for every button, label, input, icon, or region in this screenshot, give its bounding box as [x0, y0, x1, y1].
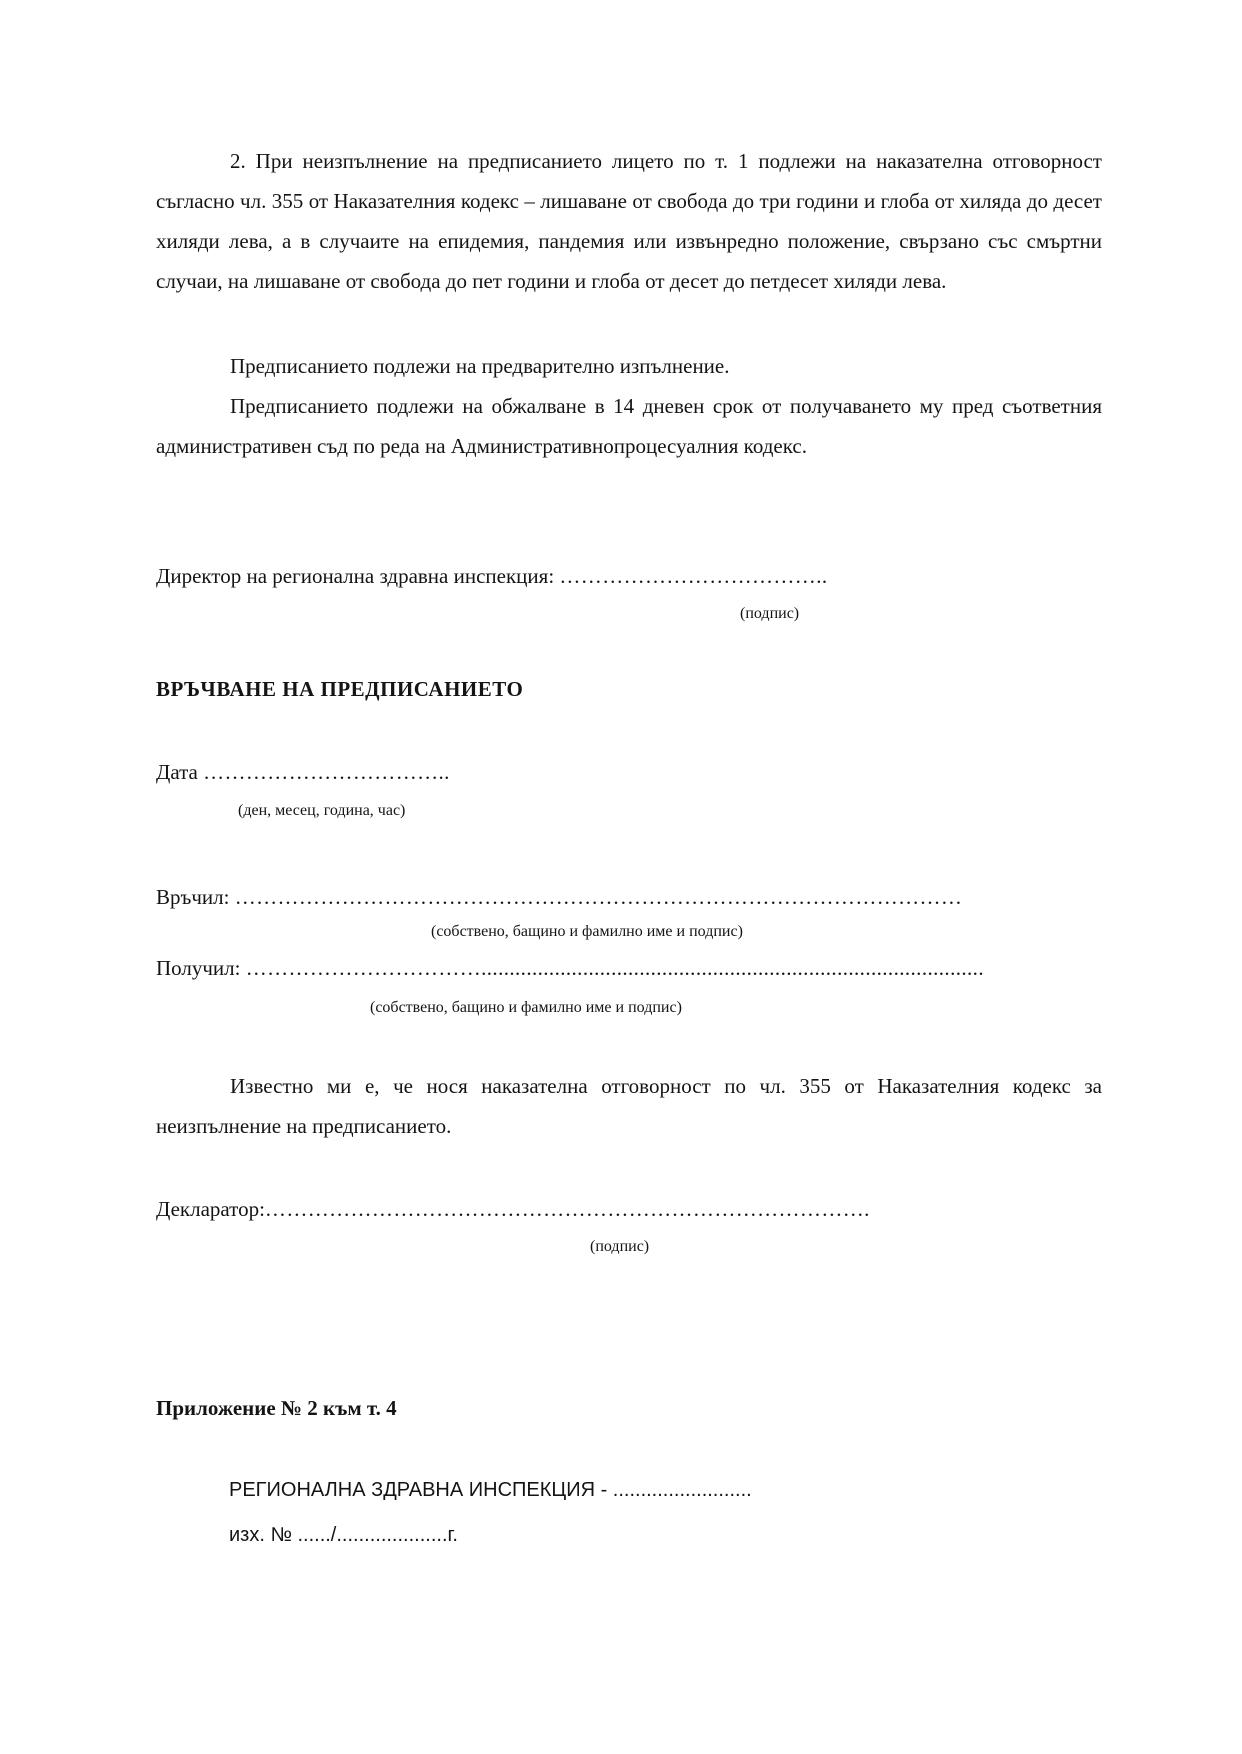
received-by-label: Получил:	[156, 956, 241, 980]
served-by-caption: (собствено, бащино и фамилно име и подпис)	[431, 923, 743, 940]
served-by-dots: …………………………………………………………………………………………	[234, 885, 963, 909]
declaration-text: Известно ми е, че нося наказателна отговорност по чл. 355 от Наказателния кодекс за неизпълнение на предписанието.	[156, 1074, 1102, 1138]
declarant-dots: ………………………………………………………………………….	[264, 1197, 870, 1221]
service-heading: ВРЪЧВАНЕ НА ПРЕДПИСАНИЕТО	[156, 677, 524, 701]
date-dots: ……………………………..	[203, 760, 450, 784]
paragraph-appeal: Предписанието подлежи на обжалване в 14 дневен срок от получаването му пред съответния административен съд по реда на Административнопроцесуалния кодекс.	[156, 394, 1102, 458]
director-signature-line	[156, 562, 828, 590]
received-by-caption: (собствено, бащино и фамилно име и подпис)	[370, 999, 682, 1016]
annex-reference-line: изх. № ....../....................г.	[229, 1524, 458, 1546]
annex-organization-line: РЕГИОНАЛНА ЗДРАВНА ИНСПЕКЦИЯ - .........................	[229, 1479, 752, 1501]
date-line	[156, 758, 450, 786]
annex-title: Приложение № 2 към т. 4	[156, 1396, 397, 1420]
paragraph-preliminary-execution: Предписанието подлежи на предварително изпълнение.	[230, 354, 730, 378]
declarant-line	[156, 1195, 870, 1223]
director-signature-caption: (подпис)	[740, 605, 800, 622]
declarant-caption: (подпис)	[590, 1238, 650, 1255]
received-by-dots: …………………………….........................................................................................	[245, 956, 984, 980]
director-label: Директор на регионална здравна инспекция:	[156, 564, 555, 588]
date-label: Дата	[156, 760, 198, 784]
director-signature-dots: ………………………………..	[559, 564, 828, 588]
date-caption: (ден, месец, година, час)	[238, 802, 406, 819]
served-by-line	[156, 883, 962, 911]
served-by-label: Връчил:	[156, 885, 230, 909]
received-by-line	[156, 954, 984, 982]
paragraph-penalty: 2. При неизпълнение на предписанието лицето по т. 1 подлежи на наказателна отговорност съгласно чл. 355 от Наказателния кодекс – лишаване от свобода до три години и глоба от хиляда до десет хиляди лева, а в случаите на епидемия, пандемия или извънредно положение, свързано със смъртни случаи, на лишаване от свобода до пет години и глоба от десет до петдесет хиляди лева.	[156, 149, 1102, 293]
declarant-label: Декларатор:	[156, 1197, 265, 1221]
